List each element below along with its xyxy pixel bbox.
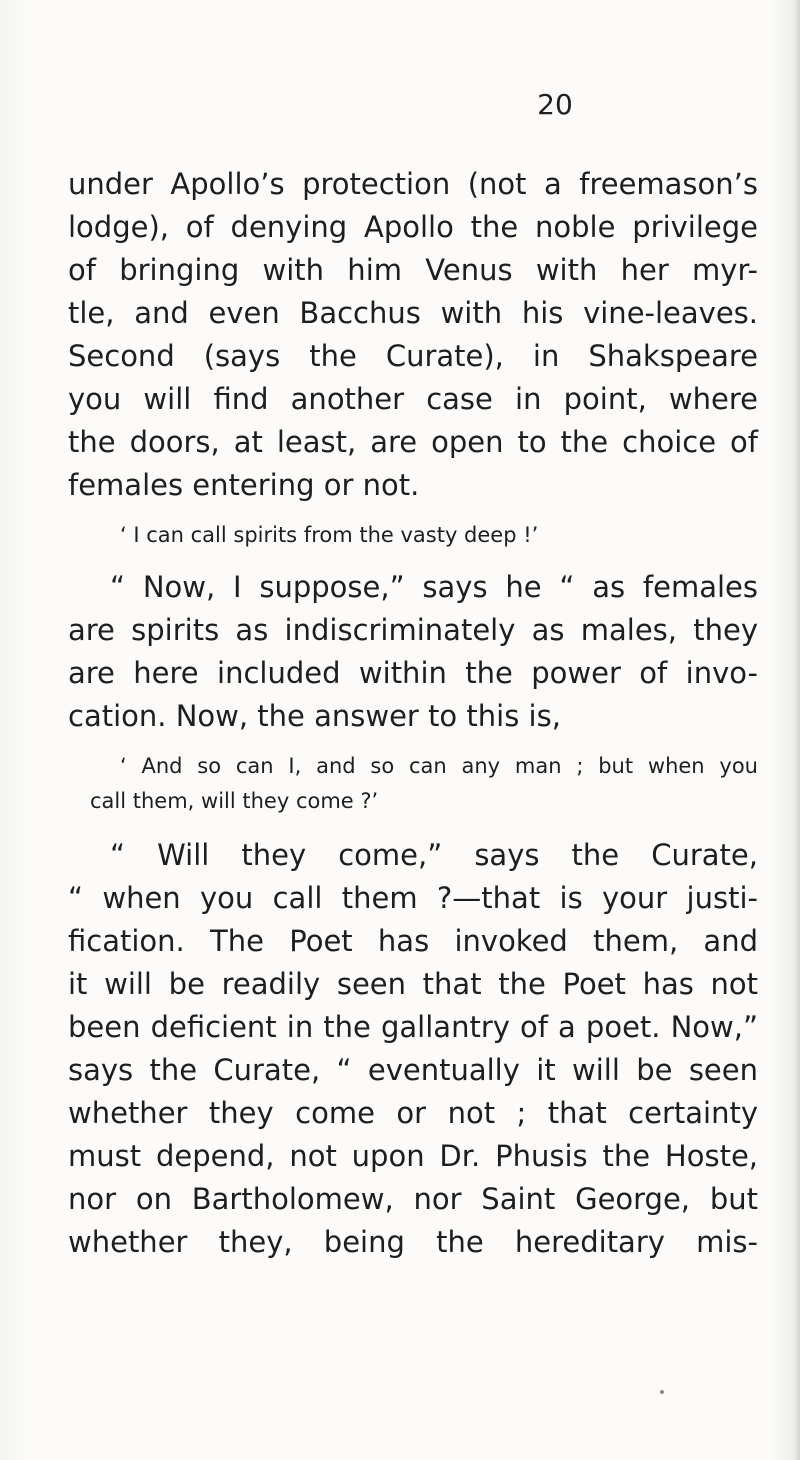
text-line: tle, and even Bacchus with his vine-leaves.: [68, 296, 758, 330]
block-quote-line: call them, will they come ?’: [90, 789, 379, 813]
text-line: are here included within the power of invo-: [68, 656, 758, 690]
text-line: says the Curate, “ eventually it will be seen: [68, 1053, 758, 1087]
page-number: 20: [537, 88, 573, 121]
text-line: are spirits as indiscriminately as males, they: [68, 613, 758, 647]
text-line: cation. Now, the answer to this is,: [68, 699, 561, 733]
text-line: been deficient in the gallantry of a poet. Now,”: [68, 1010, 758, 1044]
text-line: “ Now, I suppose,” says he “ as females: [110, 570, 758, 604]
text-line: whether they, being the hereditary mis-: [68, 1225, 758, 1259]
text-line: must depend, not upon Dr. Phusis the Hoste,: [68, 1139, 758, 1173]
text-line: Second (says the Curate), in Shakspeare: [68, 339, 758, 373]
text-line: whether they come or not ; that certainty: [68, 1096, 758, 1130]
text-line: it will be readily seen that the Poet has not: [68, 967, 758, 1001]
text-line: females entering or not.: [68, 468, 420, 502]
text-line: under Apollo’s protection (not a freemason’s: [68, 167, 758, 201]
text-line: lodge), of denying Apollo the noble privilege: [68, 210, 758, 244]
text-line: the doors, at least, are open to the choice of: [68, 425, 758, 459]
paper-speck: [660, 1390, 664, 1394]
block-quote-line: ‘ I can call spirits from the vasty deep !’: [120, 523, 539, 547]
text-line: of bringing with him Venus with her myr-: [68, 253, 758, 287]
text-line: you will find another case in point, where: [68, 382, 758, 416]
text-line: nor on Bartholomew, nor Saint George, but: [68, 1182, 758, 1216]
page-edge-shadow: [794, 0, 800, 1460]
block-quote-line: ‘ And so can I, and so can any man ; but when you: [120, 754, 758, 778]
text-line: “ when you call them ?—that is your justi-: [68, 881, 758, 915]
text-line: fication. The Poet has invoked them, and: [68, 924, 758, 958]
text-line: “ Will they come,” says the Curate,: [110, 838, 758, 872]
